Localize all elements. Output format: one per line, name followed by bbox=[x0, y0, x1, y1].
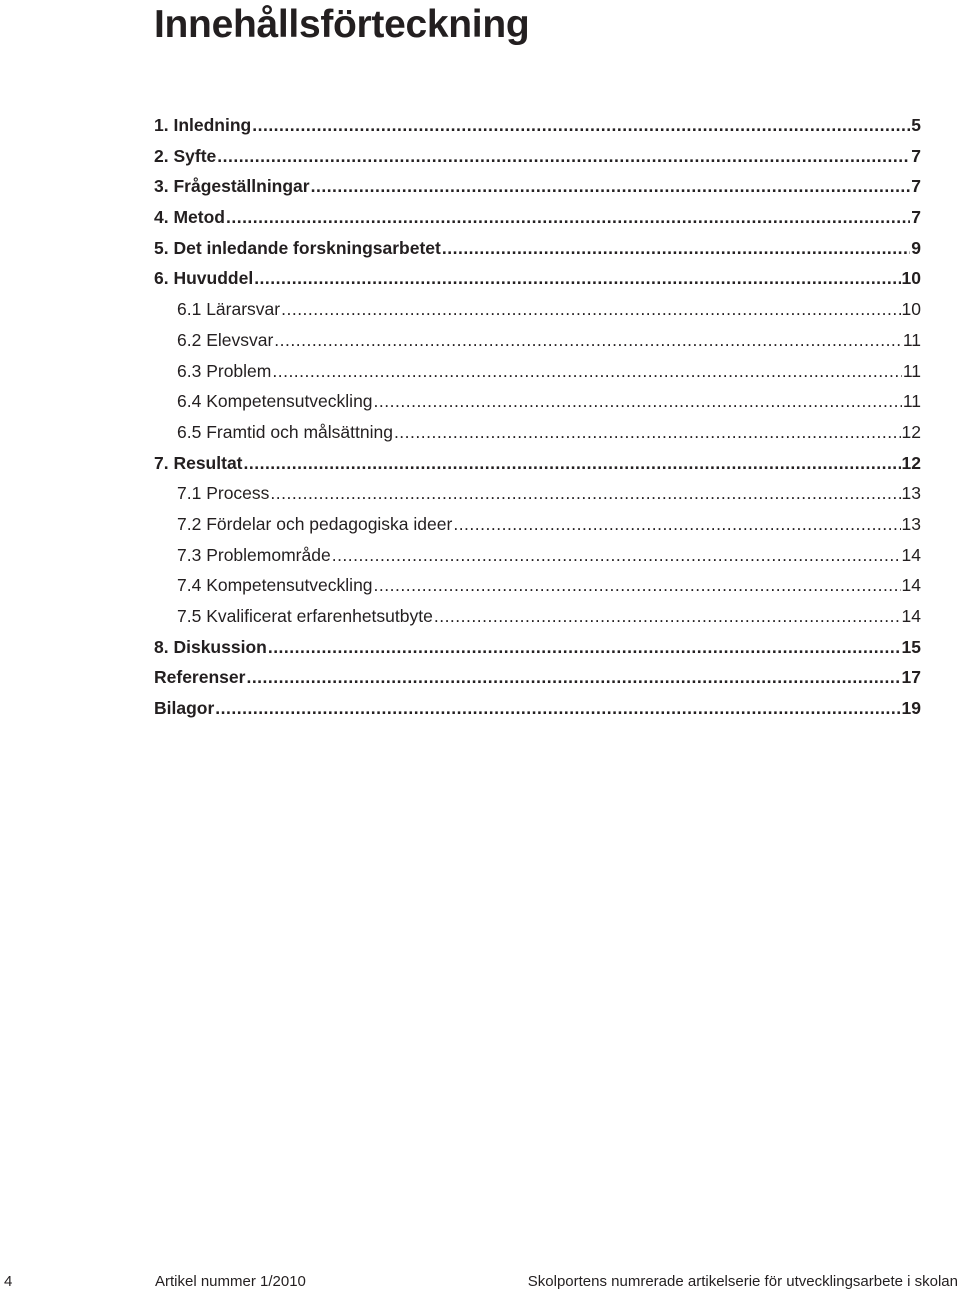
toc-entry-page-number: 10 bbox=[901, 268, 921, 289]
toc-dot-leader bbox=[215, 693, 900, 724]
toc-entry-label: 6.1 Lärarsvar bbox=[177, 299, 281, 320]
toc-entry-page-number: 11 bbox=[902, 391, 921, 412]
toc-entry[interactable] bbox=[154, 540, 921, 571]
toc-dot-leader bbox=[252, 110, 910, 141]
toc-entry-label: 7.2 Fördelar och pedagogiska ideer bbox=[177, 513, 453, 534]
toc-entry-page-number: 15 bbox=[901, 636, 921, 657]
page-footer bbox=[0, 1271, 960, 1293]
toc-entry-label: 6.5 Framtid och målsättning bbox=[177, 421, 393, 442]
toc-entry-page-number: 9 bbox=[911, 237, 921, 258]
toc-dot-leader bbox=[434, 601, 901, 632]
toc-entry[interactable] bbox=[154, 693, 921, 724]
toc-entry-page-number: 19 bbox=[901, 698, 921, 719]
toc-dot-leader bbox=[270, 478, 900, 509]
toc-entry[interactable] bbox=[154, 325, 921, 356]
toc-entry[interactable] bbox=[154, 263, 921, 294]
footer-article-number: Artikel nummer 1/2010 bbox=[155, 1273, 306, 1290]
toc-entry-label: 7.3 Problemområde bbox=[177, 544, 331, 565]
toc-entry-label: 7. Resultat bbox=[154, 452, 243, 473]
toc-dot-leader bbox=[254, 263, 900, 294]
toc-entry-label: Bilagor bbox=[154, 698, 215, 719]
toc-entry-page-number: 5 bbox=[911, 115, 921, 135]
toc-dot-leader bbox=[281, 294, 900, 325]
toc-entry-label: 5. Det inledande forskningsarbetet bbox=[154, 237, 441, 258]
toc-entry[interactable] bbox=[154, 662, 921, 693]
toc-entry-label: 6. Huvuddel bbox=[154, 268, 254, 289]
toc-dot-leader bbox=[226, 202, 910, 233]
toc-entry[interactable] bbox=[154, 448, 921, 479]
toc-entry[interactable] bbox=[154, 356, 921, 387]
toc-entry-page-number: 11 bbox=[902, 329, 921, 350]
toc-entry-label: 3. Frågeställningar bbox=[154, 176, 310, 197]
toc-entry-page-number: 14 bbox=[901, 606, 921, 626]
toc-entry-label: 7.4 Kompetensutveckling bbox=[177, 575, 373, 596]
toc-entry[interactable] bbox=[154, 294, 921, 325]
toc-entry-page-number: 7 bbox=[911, 145, 921, 166]
toc-entry-label: 6.3 Problem bbox=[177, 360, 272, 381]
page-title: Innehållsförteckning bbox=[154, 3, 530, 46]
toc-entry-label: 2. Syfte bbox=[154, 145, 217, 166]
toc-entry-page-number: 12 bbox=[901, 452, 921, 473]
toc-entry[interactable] bbox=[154, 386, 921, 417]
toc-entry-page-number: 14 bbox=[901, 575, 921, 596]
toc-entry-label: 1. Inledning bbox=[154, 115, 252, 135]
toc-entry[interactable] bbox=[154, 110, 921, 141]
toc-dot-leader bbox=[332, 540, 901, 571]
toc-entry-label: 4. Metod bbox=[154, 207, 225, 228]
toc-entry-page-number: 10 bbox=[901, 299, 921, 320]
toc-entry[interactable] bbox=[154, 233, 921, 264]
toc-entry-page-number: 14 bbox=[901, 544, 921, 565]
toc-entry-label: 6.2 Elevsvar bbox=[177, 329, 274, 350]
toc-dot-leader bbox=[311, 171, 911, 202]
toc-entry-page-number: 17 bbox=[901, 667, 921, 688]
toc-entry-label: 7.5 Kvalificerat erfarenhetsutbyte bbox=[177, 606, 433, 626]
toc-dot-leader bbox=[268, 632, 901, 663]
table-of-contents bbox=[154, 110, 921, 724]
toc-entry[interactable] bbox=[154, 570, 921, 601]
toc-dot-leader bbox=[453, 509, 900, 540]
toc-entry[interactable] bbox=[154, 171, 921, 202]
toc-dot-leader bbox=[394, 417, 901, 448]
toc-entry[interactable] bbox=[154, 509, 921, 540]
toc-entry-label: 8. Diskussion bbox=[154, 636, 267, 657]
toc-dot-leader bbox=[244, 448, 901, 479]
toc-entry-label: 7.1 Process bbox=[177, 483, 270, 504]
toc-entry[interactable] bbox=[154, 632, 921, 663]
toc-dot-leader bbox=[274, 325, 902, 356]
toc-entry[interactable] bbox=[154, 141, 921, 172]
toc-entry-page-number: 13 bbox=[901, 513, 921, 534]
toc-dot-leader bbox=[217, 141, 910, 172]
toc-entry-page-number: 11 bbox=[902, 360, 921, 381]
toc-entry[interactable] bbox=[154, 202, 921, 233]
toc-dot-leader bbox=[374, 570, 901, 601]
toc-entry-label: 6.4 Kompetensutveckling bbox=[177, 391, 373, 412]
footer-page-number: 4 bbox=[4, 1273, 13, 1290]
toc-dot-leader bbox=[442, 233, 910, 264]
toc-entry[interactable] bbox=[154, 417, 921, 448]
toc-entry-page-number: 13 bbox=[901, 483, 921, 504]
toc-entry-page-number: 7 bbox=[911, 207, 921, 228]
toc-entry[interactable] bbox=[154, 601, 921, 632]
toc-entry-page-number: 12 bbox=[901, 421, 921, 442]
footer-series-title: Skolportens numrerade artikelserie för utvecklingsarbete i skolan bbox=[527, 1273, 958, 1290]
toc-entry[interactable] bbox=[154, 478, 921, 509]
toc-entry-label: Referenser bbox=[154, 667, 246, 688]
toc-dot-leader bbox=[246, 662, 900, 693]
toc-dot-leader bbox=[374, 386, 902, 417]
toc-entry-page-number: 7 bbox=[911, 176, 921, 197]
toc-dot-leader bbox=[272, 356, 901, 387]
